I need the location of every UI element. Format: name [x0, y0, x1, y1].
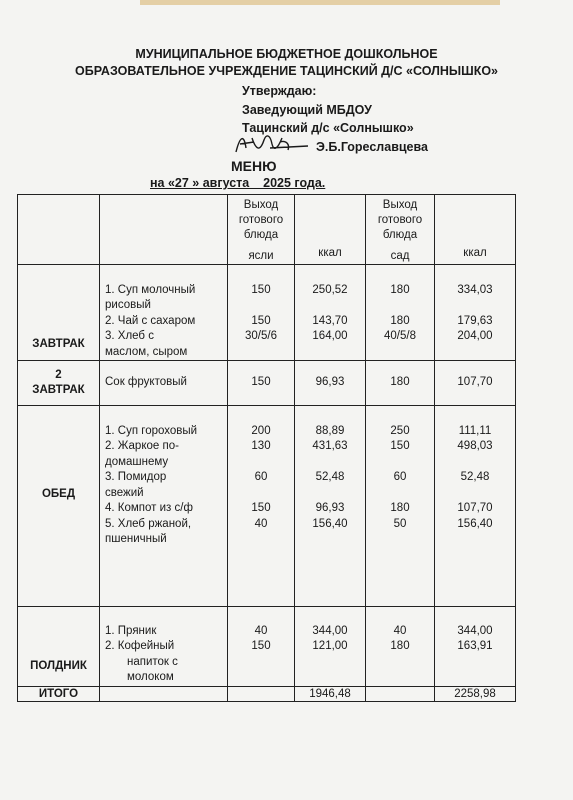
dish-list: [100, 607, 228, 687]
value: 180: [390, 376, 410, 389]
value: 179,63: [457, 314, 493, 327]
total-empty-yasli: [228, 686, 295, 701]
value: 180: [390, 502, 410, 514]
meal-row-snack: [18, 607, 516, 687]
value: 150: [251, 640, 271, 652]
dish-list: [100, 265, 228, 361]
kcal1-values: [295, 607, 366, 687]
value: [435, 455, 515, 471]
yasli-values: [228, 361, 295, 406]
value: [435, 486, 515, 502]
value: [228, 455, 294, 471]
kcal2-values: [435, 607, 516, 687]
dish-line: 2. Кофейный: [105, 640, 175, 652]
handwritten-signature: [230, 130, 316, 158]
dish-list: [100, 406, 228, 607]
dish-line: домашнему: [105, 455, 169, 468]
value: 180: [390, 283, 410, 296]
value: [295, 345, 365, 361]
header-empty-dish: [100, 195, 228, 265]
dish-line: 1. Суп молочный: [105, 283, 196, 296]
signature-line: [242, 138, 428, 157]
value: [295, 486, 365, 502]
meal-name: 2 ЗАВТРАК: [18, 361, 100, 406]
value: [295, 532, 365, 548]
value: [366, 298, 434, 314]
approve-label: Утверждаю:: [242, 84, 317, 98]
value: 156,40: [312, 517, 348, 530]
meal-row-second-breakfast: [18, 361, 516, 406]
header-kcal-2: [435, 195, 516, 265]
value: [435, 532, 515, 548]
dish-line: маслом, сыром: [105, 345, 188, 358]
value: 200: [251, 424, 271, 437]
sad-values: [366, 361, 435, 406]
total-empty-sad: [366, 686, 435, 701]
meal-row-lunch: [18, 406, 516, 607]
value: 334,03: [457, 283, 493, 296]
yasli-values: [228, 607, 295, 687]
dish-line: 5. Хлеб ржаной,: [105, 517, 192, 530]
meal-name: ЗАВТРАК: [18, 265, 100, 361]
value: [435, 345, 515, 361]
value: 121,00: [312, 640, 348, 652]
value: 60: [393, 471, 407, 483]
value: 60: [254, 471, 268, 483]
sad-values: [366, 406, 435, 607]
header-output-word2: готового: [377, 214, 423, 226]
value: 52,48: [315, 471, 345, 483]
head-title: Заведующий МБДОУ: [242, 102, 372, 117]
dish-list: [100, 361, 228, 406]
organization-name: [0, 46, 573, 80]
value: 150: [390, 440, 410, 452]
org-short: Тацинский д/с «Солнышко»: [242, 121, 414, 135]
header-output-sad: [366, 195, 435, 265]
total-empty-dish: [100, 686, 228, 701]
meal-name: ОБЕД: [18, 406, 100, 607]
top-edge-strip: [140, 0, 500, 5]
yasli-values: [228, 406, 295, 607]
header-output-word3: блюда: [243, 229, 279, 241]
value: [228, 345, 294, 361]
value: [295, 298, 365, 314]
value: [228, 532, 294, 548]
dish-line: пшеничный: [105, 533, 167, 545]
value: 250,52: [312, 283, 348, 296]
header-output-word2: готового: [238, 214, 284, 226]
sad-values: [366, 607, 435, 687]
meal-name: ПОЛДНИК: [18, 607, 100, 687]
value: 180: [390, 640, 410, 652]
dish-line: 4. Компот из с/ф: [105, 502, 193, 514]
value: 180: [390, 314, 410, 327]
header-sub-kcal-2: ккал: [463, 247, 487, 259]
value: [295, 455, 365, 471]
value: [366, 532, 434, 548]
dish-line: напиток с: [127, 655, 178, 668]
kcal2-values: [435, 265, 516, 361]
dish-line: 3. Помидор: [105, 471, 167, 483]
dish-line: 1. Пряник: [105, 624, 157, 637]
kcal2-values: [435, 406, 516, 607]
kcal2-values: [435, 361, 516, 406]
value: 250: [390, 424, 410, 437]
value: [366, 486, 434, 502]
head-name: Э.Б.Гореславцева: [316, 139, 428, 154]
value: [366, 455, 434, 471]
dish-line: свежий: [105, 486, 144, 499]
value: 156,40: [457, 517, 493, 530]
value: 40/5/8: [384, 330, 416, 342]
dish-line: Сок фруктовый: [105, 376, 187, 389]
value: 204,00: [457, 330, 493, 342]
menu-table: [17, 194, 516, 702]
header-kcal-1: [295, 195, 366, 265]
value: 88,89: [315, 424, 345, 437]
kcal1-values: [295, 406, 366, 607]
value: 344,00: [312, 624, 348, 637]
value: 40: [254, 624, 268, 637]
dish-line: 2. Жаркое по-: [105, 440, 179, 452]
value: 164,00: [312, 330, 348, 342]
dish-line: 1. Суп гороховый: [105, 424, 198, 437]
value: [435, 298, 515, 314]
dish-line: 3. Хлеб с: [105, 330, 154, 342]
value: [228, 298, 294, 314]
value: 498,03: [457, 440, 493, 452]
value: 52,48: [460, 471, 490, 483]
total-label: ИТОГО: [18, 686, 100, 701]
value: 40: [393, 624, 407, 637]
header-output-word1: Выход: [243, 199, 279, 211]
header-empty-meal: [18, 195, 100, 265]
value: 96,93: [315, 376, 345, 389]
header-sub-kcal-1: ккал: [318, 247, 342, 259]
header-output-word3: блюда: [382, 229, 418, 241]
value: 130: [251, 440, 271, 452]
value: 431,63: [312, 440, 348, 452]
value: [228, 486, 294, 502]
total-kcal-1: 1946,48: [295, 686, 366, 701]
header-sub-sad: сад: [390, 250, 410, 262]
value: 50: [393, 517, 407, 530]
header-row: [18, 195, 516, 265]
menu-title: МЕНЮ: [231, 158, 277, 174]
meal-row-breakfast: [18, 265, 516, 361]
value: 150: [251, 376, 271, 389]
value: 150: [251, 314, 271, 327]
value: [366, 345, 434, 361]
menu-date: на «27 » августа 2025 года.: [150, 176, 326, 190]
org-line-2: ОБРАЗОВАТЕЛЬНОЕ УЧРЕЖДЕНИЕ ТАЦИНСКИЙ Д/С «СОЛНЫШКО»: [74, 64, 499, 78]
total-row: [18, 686, 516, 701]
value: 163,91: [457, 640, 493, 652]
value: 30/5/6: [245, 330, 277, 342]
value: 111,11: [458, 424, 492, 437]
kcal1-values: [295, 265, 366, 361]
approval-block: [242, 82, 428, 156]
value: 107,70: [457, 376, 493, 389]
value: 96,93: [315, 502, 345, 514]
header-sub-yasli: ясли: [248, 250, 274, 262]
yasli-values: [228, 265, 295, 361]
header-output-word1: Выход: [382, 199, 418, 211]
dish-line: молоком: [127, 671, 174, 683]
sad-values: [366, 265, 435, 361]
value: 150: [251, 283, 271, 296]
value: 344,00: [457, 624, 493, 637]
value: 150: [251, 502, 271, 514]
kcal1-values: [295, 361, 366, 406]
dish-line: рисовый: [105, 299, 151, 311]
value: 143,70: [312, 314, 348, 327]
value: 40: [254, 517, 268, 530]
org-line-1: МУНИЦИПАЛЬНОЕ БЮДЖЕТНОЕ ДОШКОЛЬНОЕ: [135, 47, 438, 61]
header-output-yasli: [228, 195, 295, 265]
dish-line: 2. Чай с сахаром: [105, 314, 196, 327]
value: 107,70: [457, 502, 493, 514]
total-kcal-2: 2258,98: [435, 686, 516, 701]
